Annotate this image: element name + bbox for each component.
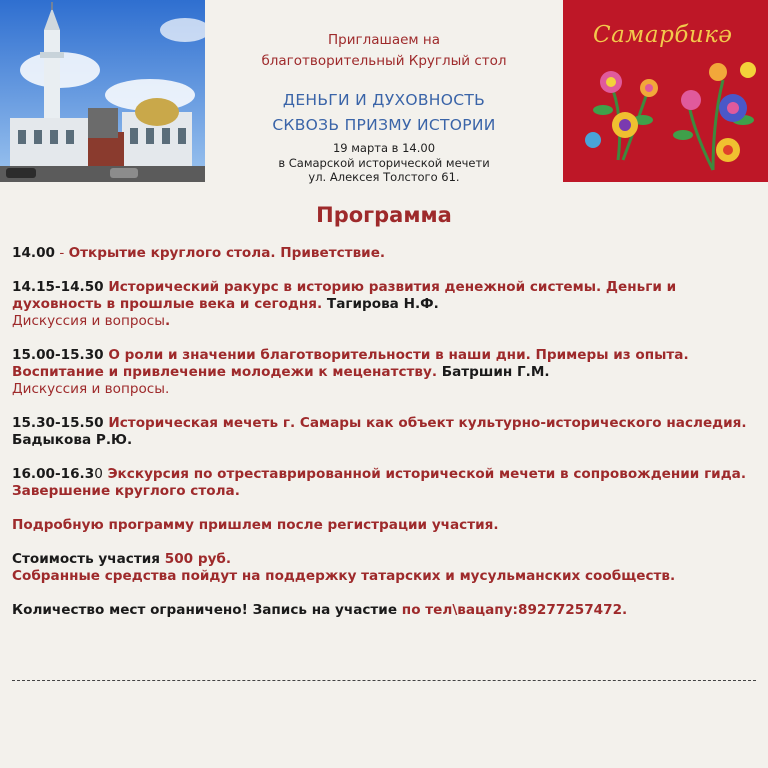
- item-time: 14.00: [12, 245, 55, 261]
- embroidery-photo: [563, 0, 768, 182]
- item-time: 15.30-15.50: [12, 415, 109, 431]
- item-title: Открытие круглого стола. Приветствие.: [68, 245, 386, 261]
- item-note: Дискуссия и вопросы: [12, 313, 165, 329]
- event-address: ул. Алексея Толстого 61.: [308, 170, 460, 184]
- item-title: Экскурсия по отреставрированной исторической мечети в сопровождении гида.: [102, 466, 747, 482]
- item-time: 15.00-15.30: [12, 347, 109, 363]
- item-title: Историческая мечеть г. Самары как объект культурно-исторического наследия.: [108, 415, 747, 431]
- item-closing: Завершение круглого стола.: [12, 483, 240, 499]
- mosque-illustration: [0, 0, 205, 182]
- cost-price: 500 руб.: [164, 551, 232, 567]
- invite-line-2: благотворительный Круглый стол: [261, 53, 507, 69]
- item-speaker: Батршин Г.М.: [437, 364, 550, 380]
- item-title: О роли и значении благотворительности в наши дни. Примеры из опыта. Воспитание и привлечение молодежи к меценатству.: [12, 347, 689, 380]
- program-title: Программа: [316, 203, 452, 227]
- contact-label: Количество мест ограничено! Запись на участие: [12, 602, 402, 618]
- item-dash: -: [55, 245, 69, 261]
- program-item: [12, 415, 762, 449]
- cost-block: [12, 551, 762, 585]
- cost-purpose: Собранные средства пойдут на поддержку татарских и мусульманских сообществ.: [12, 568, 676, 584]
- item-speaker: Бадыкова Р.Ю.: [12, 432, 133, 448]
- cost-label: Стоимость участия: [12, 551, 165, 567]
- program-item: [12, 466, 762, 500]
- brand-logo-text: Самарбикә: [593, 22, 733, 48]
- registration-note: Подробную программу пришлем после регистрации участия.: [12, 517, 499, 533]
- invite-line-1: Приглашаем на: [328, 32, 440, 48]
- item-time: 16.00-16.3: [12, 466, 95, 482]
- theme-line-1: ДЕНЬГИ И ДУХОВНОСТЬ: [282, 91, 486, 109]
- program-content: [12, 245, 762, 619]
- dashed-divider: [12, 680, 756, 681]
- item-speaker: Тагирова Н.Ф.: [322, 296, 439, 312]
- event-date: 19 марта в 14.00: [332, 141, 436, 155]
- program-item: [12, 279, 762, 330]
- item-note: Дискуссия и вопросы.: [12, 381, 170, 397]
- contact-block: [12, 602, 762, 619]
- item-time: 14.15-14.50: [12, 279, 109, 295]
- item-time-end: 0: [94, 466, 103, 482]
- mosque-photo: [0, 0, 205, 182]
- contact-phone[interactable]: по тел\вацапу:89277257472.: [401, 602, 628, 618]
- event-details: [205, 141, 563, 185]
- event-theme: [205, 88, 563, 138]
- item-title: Исторический ракурс в историю развития денежной системы. Деньги и духовность в прошлые века и сегодня.: [12, 279, 677, 312]
- program-item: [12, 347, 762, 398]
- item-note-end: .: [165, 313, 171, 329]
- event-place: в Самарской исторической мечети: [278, 155, 490, 170]
- invitation-text: [205, 30, 563, 72]
- program-item: [12, 245, 762, 262]
- theme-line-2: СКВОЗЬ ПРИЗМУ ИСТОРИИ: [272, 116, 496, 134]
